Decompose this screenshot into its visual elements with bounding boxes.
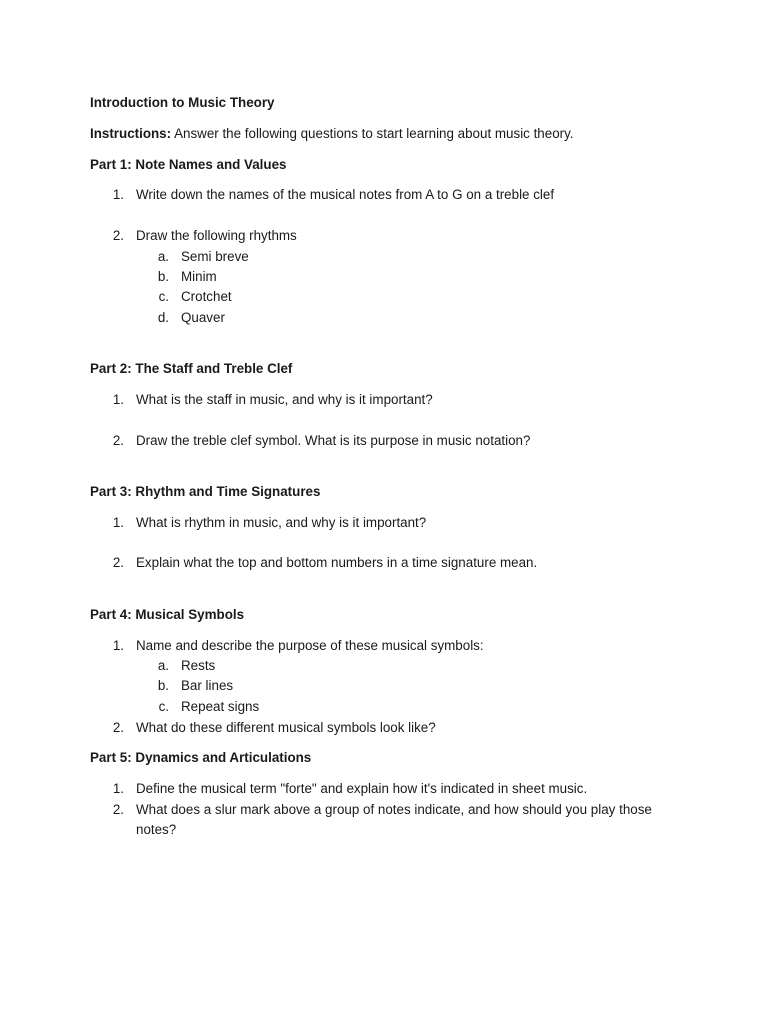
question-number: 2. [112,555,124,570]
question-number: 1. [112,392,124,407]
question-text: Define the musical term "forte" and explain how it's indicated in sheet music. [136,781,588,796]
question-number: 2. [112,433,124,448]
subitem-letter: d. [157,310,169,325]
question-number: 1. [112,781,124,796]
question-text: Explain what the top and bottom numbers in a time signature mean. [136,555,538,570]
document-title: Introduction to Music Theory [90,95,275,110]
part-heading: Part 5: Dynamics and Articulations [90,750,312,765]
question-number: 2. [112,228,124,243]
question-text: What is rhythm in music, and why is it important? [136,515,427,530]
question-number: 2. [112,720,124,735]
subitem-text: Repeat signs [181,699,260,714]
part-heading: Part 2: The Staff and Treble Clef [90,361,293,376]
subitem-letter: a. [157,249,169,264]
subitem-letter: a. [157,658,169,673]
question-text-continuation: notes? [136,822,177,837]
question-text: What do these different musical symbols look like? [136,720,436,735]
instructions [90,125,574,143]
question-text: Write down the names of the musical notes from A to G on a treble clef [136,187,555,202]
subitem-letter: b. [157,678,169,693]
part-heading: Part 4: Musical Symbols [90,607,245,622]
subitem-text: Crotchet [181,289,232,304]
subitem-text: Semi breve [181,249,249,264]
question-text: What does a slur mark above a group of notes indicate, and how should you play those [136,802,652,817]
question-text: Draw the treble clef symbol. What is its purpose in music notation? [136,433,531,448]
instructions-label: Instructions: [90,126,172,141]
subitem-text: Bar lines [181,678,234,693]
part-heading: Part 3: Rhythm and Time Signatures [90,484,321,499]
question-number: 1. [112,515,124,530]
subitem-text: Quaver [181,310,225,325]
question-number: 1. [112,187,124,202]
subitem-letter: b. [157,269,169,284]
question-text: What is the staff in music, and why is it important? [136,392,433,407]
subitem-letter: c. [158,699,169,714]
question-text: Draw the following rhythms [136,228,297,243]
subitem-text: Rests [181,658,216,673]
subitem-text: Minim [181,269,217,284]
question-text: Name and describe the purpose of these musical symbols: [136,638,484,653]
part-heading: Part 1: Note Names and Values [90,157,287,172]
question-number: 2. [112,802,124,817]
subitem-letter: c. [158,289,169,304]
question-number: 1. [112,638,124,653]
instructions-text: Answer the following questions to start learning about music theory. [171,126,574,141]
